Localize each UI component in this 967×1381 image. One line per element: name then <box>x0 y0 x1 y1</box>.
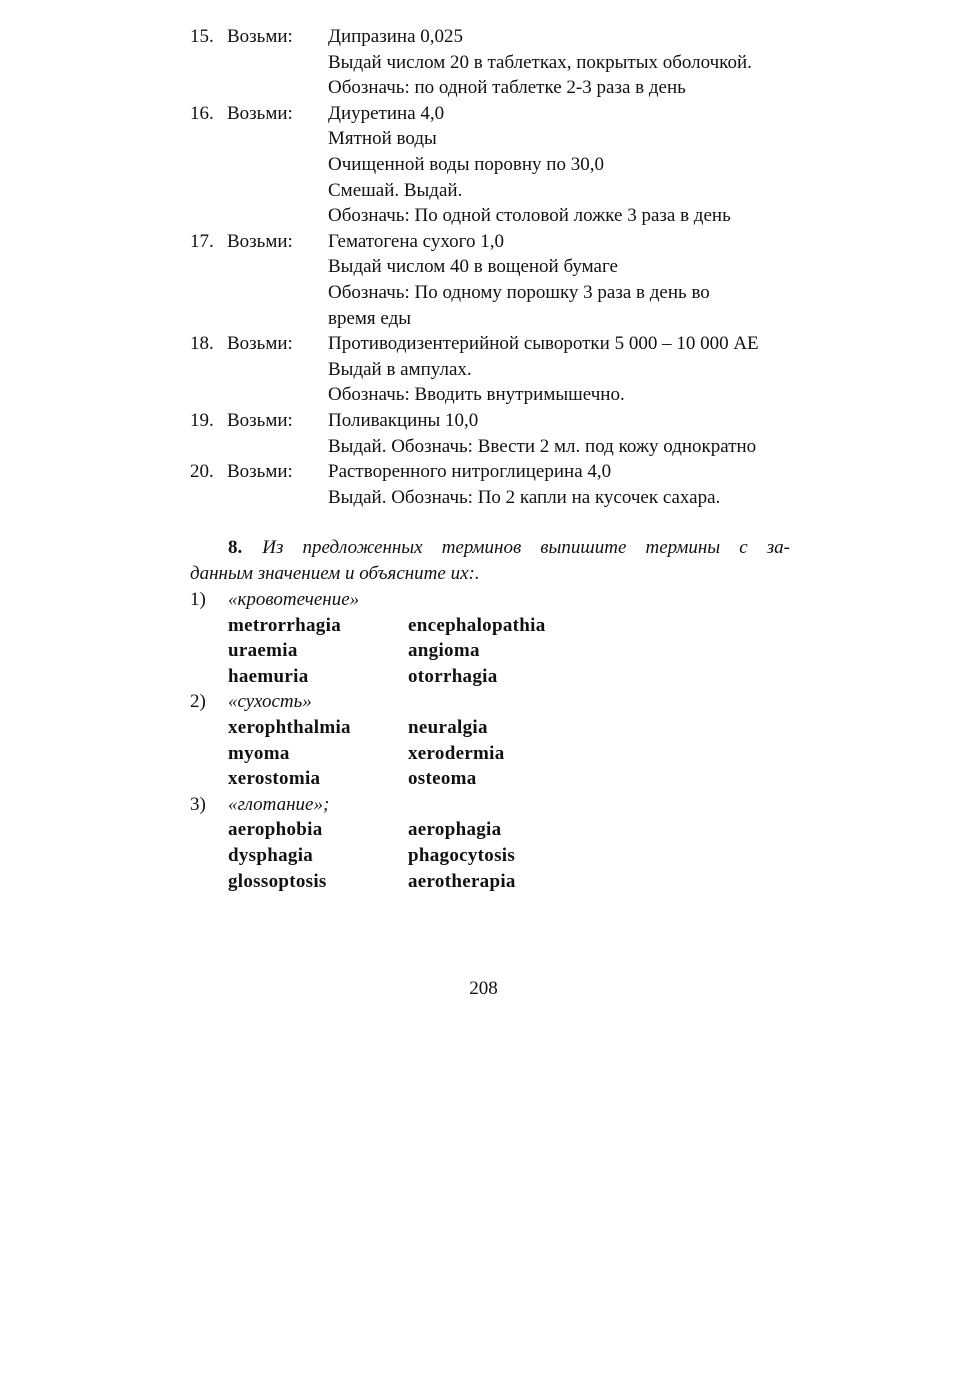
prescription-15 <box>190 24 790 101</box>
term: xerophthalmia <box>228 716 351 738</box>
term-group-number: 1) <box>190 589 206 610</box>
prescription-17 <box>190 229 790 331</box>
term: metrorrhagia <box>228 614 341 636</box>
prescription-keyword: Возьми: <box>227 102 293 124</box>
page-number: 208 <box>469 978 498 999</box>
term: phagocytosis <box>408 844 516 866</box>
prescription-line: Дипразина 0,025 <box>328 26 464 47</box>
term: myoma <box>228 742 290 764</box>
prescription-line: Мятной воды <box>328 128 437 150</box>
term-group-header <box>190 792 790 818</box>
prescription-line: время еды <box>328 307 412 329</box>
exercise-task-line-1 <box>190 535 790 561</box>
prescription-header <box>190 331 328 357</box>
term-group-header <box>190 689 790 715</box>
prescription-line: Растворенного нитроглицерина 4,0 <box>328 461 612 483</box>
term-group-1 <box>190 587 790 689</box>
prescription-line: Выдай числом 20 в таблетках, покрытых оболочкой. <box>328 51 752 73</box>
prescription-keyword: Возьми: <box>227 230 293 252</box>
term: glossoptosis <box>228 870 327 892</box>
prescription-20 <box>190 459 790 510</box>
term-group-header <box>190 587 790 613</box>
prescription-keyword: Возьми: <box>227 26 293 47</box>
term: aerophobia <box>228 819 323 841</box>
exercise-number: 8. <box>228 537 243 558</box>
exercise-task-line-2: данным значением и объясните их:. <box>190 563 480 584</box>
term: haemuria <box>228 665 309 687</box>
prescription-number: 15. <box>190 26 214 47</box>
prescription-number: 20. <box>190 461 214 483</box>
prescription-keyword: Возьми: <box>227 409 293 431</box>
term-group-label: «глотание»; <box>228 793 330 815</box>
term: aerotherapia <box>408 870 516 892</box>
prescription-line: Обозначь: По одному порошку 3 раза в день во <box>328 281 710 303</box>
term: osteoma <box>408 768 477 790</box>
prescription-header <box>190 101 328 127</box>
prescription-18 <box>190 331 790 408</box>
prescription-list <box>190 24 790 510</box>
prescription-line: Очищенной воды поровну по 30,0 <box>328 153 604 175</box>
prescription-line: Выдай числом 40 в вощеной бумаге <box>328 256 618 278</box>
prescription-keyword: Возьми: <box>227 333 293 355</box>
term: encephalopathia <box>408 614 546 636</box>
prescription-header <box>190 408 328 434</box>
prescription-line: Смешай. Выдай. <box>328 179 463 201</box>
prescription-lines <box>328 229 790 331</box>
prescription-header <box>190 459 328 485</box>
term-group-label: «сухость» <box>228 691 312 713</box>
term: otorrhagia <box>408 665 498 687</box>
term: angioma <box>408 640 480 662</box>
term-group-3 <box>190 792 790 894</box>
term: neuralgia <box>408 716 488 738</box>
term: uraemia <box>228 640 298 662</box>
prescription-line: Выдай. Обозначь: Ввести 2 мл. под кожу однократно <box>328 435 757 457</box>
term-group-number: 2) <box>190 691 206 713</box>
prescription-header <box>190 24 328 50</box>
term-grid <box>228 817 790 894</box>
prescription-line: Поливакцины 10,0 <box>328 409 479 431</box>
prescription-line: Обозначь: Вводить внутримышечно. <box>328 384 625 406</box>
term: xerodermia <box>408 742 505 764</box>
prescription-line: Выдай в ампулах. <box>328 358 472 380</box>
exercise-task <box>190 535 790 587</box>
exercise-task-text-1: Из предложенных терминов выпишите термины с за- <box>262 537 790 558</box>
prescription-line: Выдай. Обозначь: По 2 капли на кусочек сахара. <box>328 486 721 508</box>
prescription-line: Диуретина 4,0 <box>328 102 445 124</box>
prescription-lines <box>328 24 790 101</box>
prescription-16 <box>190 101 790 229</box>
term: aerophagia <box>408 819 502 841</box>
term: xerostomia <box>228 768 321 790</box>
prescription-line: Гематогена сухого 1,0 <box>328 230 504 252</box>
prescription-line: Обозначь: По одной столовой ложке 3 раза в день <box>328 205 731 227</box>
prescription-lines <box>328 408 790 459</box>
term: dysphagia <box>228 844 314 866</box>
exercise-8 <box>190 535 790 894</box>
prescription-header <box>190 229 328 255</box>
prescription-number: 19. <box>190 409 214 431</box>
term-group-2 <box>190 689 790 791</box>
prescription-number: 18. <box>190 333 214 355</box>
term-grid <box>228 715 790 792</box>
prescription-line: Обозначь: по одной таблетке 2-3 раза в день <box>328 77 686 99</box>
prescription-19 <box>190 408 790 459</box>
prescription-number: 16. <box>190 102 214 124</box>
term-group-label: «кровотечение» <box>228 589 360 610</box>
prescription-lines <box>328 459 790 510</box>
prescription-line: Противодизентерийной сыворотки 5 000 – 10 000 АЕ <box>328 333 759 355</box>
prescription-number: 17. <box>190 230 214 252</box>
term-group-number: 3) <box>190 793 206 815</box>
prescription-lines <box>328 101 790 229</box>
prescription-lines <box>328 331 790 408</box>
prescription-keyword: Возьми: <box>227 461 293 483</box>
term-grid <box>228 613 790 690</box>
